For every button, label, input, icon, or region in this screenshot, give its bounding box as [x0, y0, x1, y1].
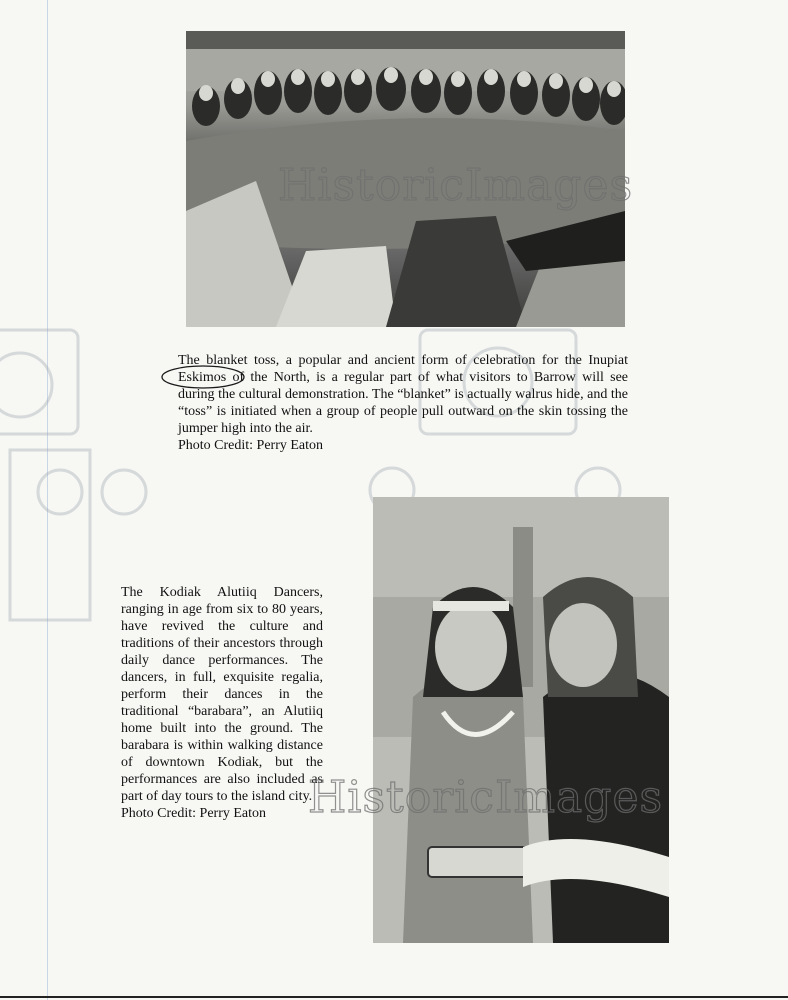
blanket-toss-caption-text: The blanket toss, a popular and ancient form of celebration for the Inupiat Eskimos of the North, is a regular part of what visitors to Barrow will see during the cultural demonstration. The “blanket” is actually walrus hide, and the “toss” is initiated when a group of people pull outward on the skin tossing the jumper high into the air. — [178, 353, 628, 436]
watermark-top: HistoricImages — [278, 160, 634, 211]
alutiiq-dancers-photo-credit: Photo Credit: Perry Eaton — [121, 806, 267, 821]
blanket-toss-caption — [178, 352, 628, 454]
alutiiq-dancers-image — [373, 497, 669, 943]
watermark-bottom: HistoricImages — [308, 772, 664, 823]
alutiiq-dancers-photo — [373, 497, 669, 943]
alutiiq-dancers-caption-text: The Kodiak Alutiiq Dancers, ranging in age from six to 80 years, have revived the culture and traditions of their ancestors through daily dance performances. The dancers, in full, exquisite regalia, perform their dances in the traditional “barabara”, an Alutiiq home built into the ground. The barabara is within walking distance of downtown Kodiak, but the performances are also included as part of day tours to the island city. — [121, 585, 323, 804]
alutiiq-dancers-caption — [121, 584, 323, 822]
page-edge-line — [47, 0, 48, 1000]
blanket-toss-photo-credit: Photo Credit: Perry Eaton — [178, 438, 324, 453]
page-bottom-border — [0, 996, 788, 998]
